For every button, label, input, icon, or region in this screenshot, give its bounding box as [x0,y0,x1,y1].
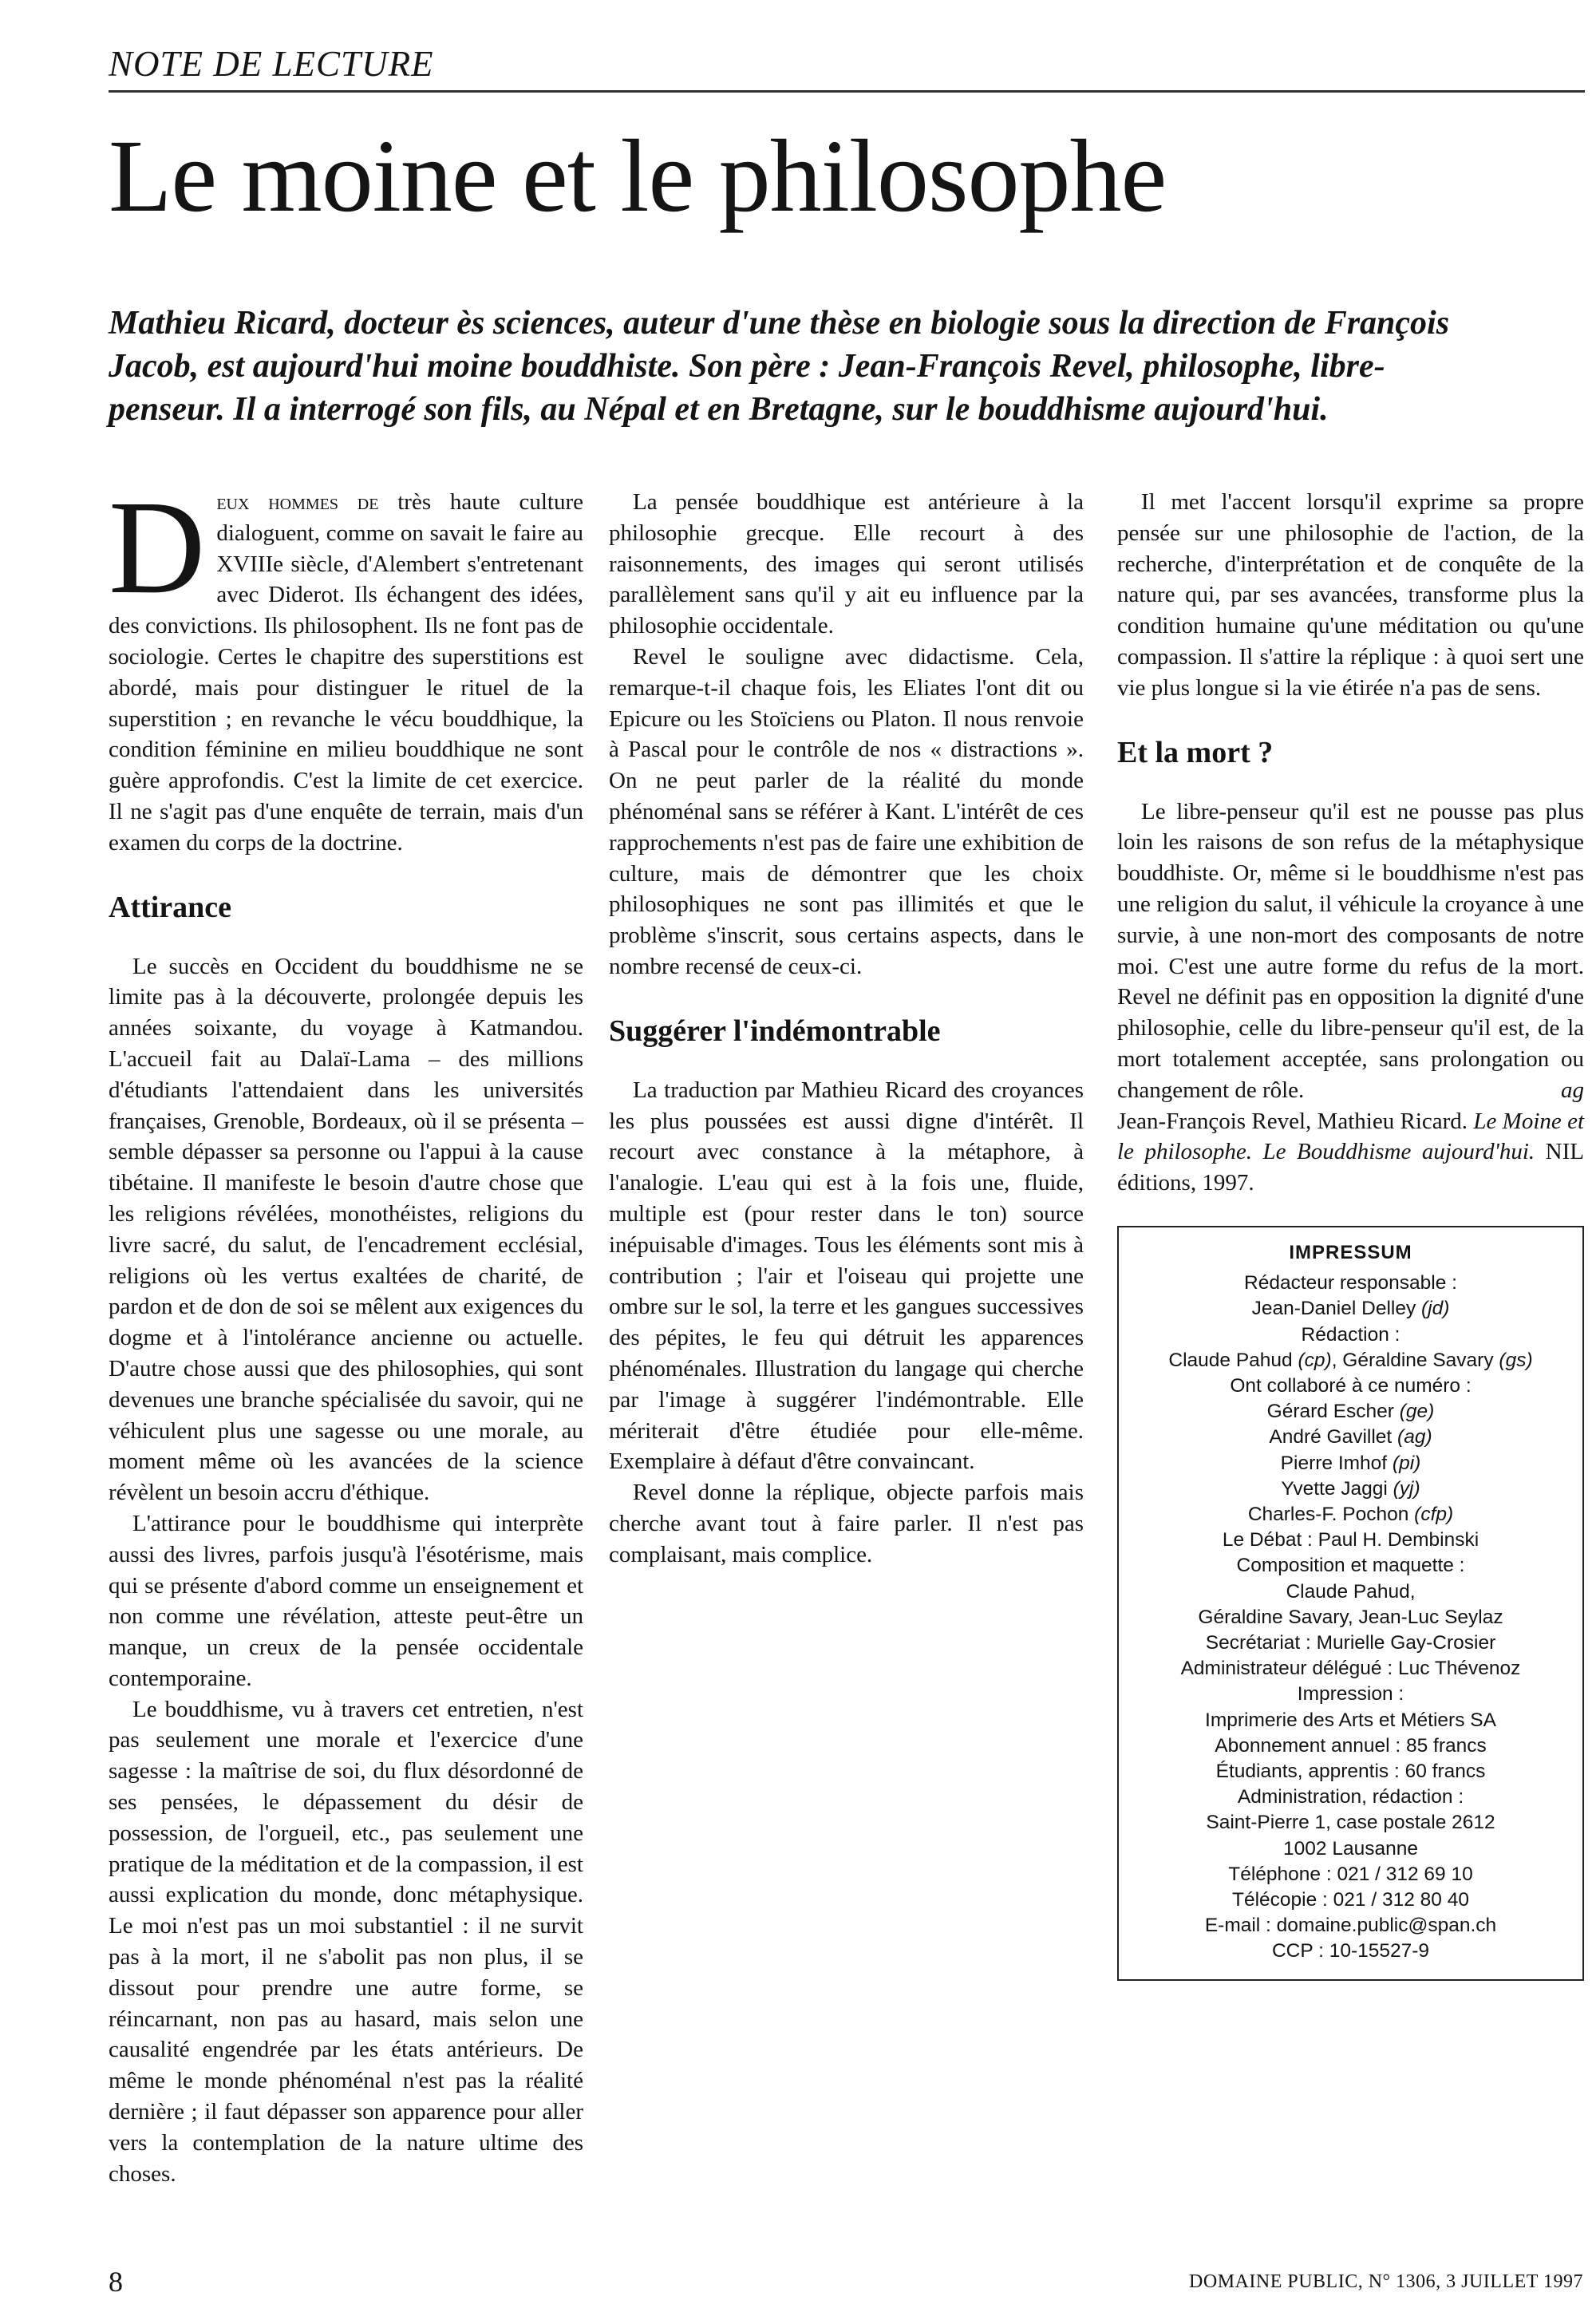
biblio-authors: Jean-François Revel, Mathieu Ricard. [1117,1108,1468,1134]
impressum-line: CCP : 10-15527-9 [1271,1940,1430,1962]
opening-smallcaps: eux hommes de [216,489,379,515]
paragraph: Il met l'accent lorsqu'il exprime sa propre pensée sur une philosophie de l'action, de la recherche, d'interprétation et de conquête de la nature qui, par ses avancées, transforme plus la condition humaine qu'une méditation ou qu'une compassion. Il s'attire la réplique : à quoi sert une vie plus longue si la vie étirée n'a pas de sens. [1117,489,1584,701]
impressum-line: Secrétariat : Murielle Gay-Crosier [1205,1631,1496,1654]
kicker: NOTE DE LECTURE [109,44,434,84]
impressum-line: Pierre Imhof (pi) [1280,1452,1421,1474]
lead-paragraph: Mathieu Ricard, docteur ès sciences, auteur d'une thèse en biologie sous la direction de François Jacob, est aujourd'hui moine bouddhiste. Son père : Jean-François Revel, philosophe, libre-penseur. Il a interrogé son fils, au Népal et en Bretagne, sur le bouddhisme aujourd'hui. [109,305,1450,428]
impressum-line: Le Débat : Paul H. Dembinski [1222,1529,1479,1551]
impressum-line: Jean-Daniel Delley (jd) [1251,1298,1450,1320]
author-signature: ag [1561,1077,1584,1103]
impressum-line: Télécopie : 021 / 312 80 40 [1232,1889,1469,1911]
impressum-line: Impression : [1297,1683,1404,1705]
paragraph: Revel donne la réplique, objecte parfois mais cherche avant tout à faire parler. Il n'est pas complaisant, mais complice. [609,1480,1084,1567]
impressum-box [1117,1226,1584,1981]
top-rule [109,90,1585,93]
paragraph: La traduction par Mathieu Ricard des croyances les plus poussées est aussi digne d'intérêt. Il recourt avec constance à la métaphore, à l'analogie. L'eau qui est à la fois une, fluide, multiple est (pour rester dans le ton) source inépuisable d'images. Tous les éléments sont mis à contribution ; l'air et l'oiseau qui projette une ombre sur le sol, la terre et les gangues successives des pépites, le feu qui détruit les apparences phénoménales. Illustration du langage qui cherche par l'image à suggérer l'indémontrable. Elle mériterait d'être étudiée pour elle-même. Exemplaire à défaut d'être convaincant. [609,1077,1084,1475]
impressum-line: Composition et maquette : [1236,1555,1465,1577]
impressum-line: Rédacteur responsable : [1244,1272,1457,1294]
impressum-line: Étudiants, apprentis : 60 francs [1215,1761,1486,1782]
section-heading-mort: Et la mort ? [1117,735,1274,769]
impressum-line[interactable]: E-mail : domaine.public@span.ch [1204,1915,1497,1937]
section-heading-suggerer: Suggérer l'indémontrable [609,1014,941,1048]
impressum-line: Géraldine Savary, Jean-Luc Seylaz [1198,1606,1503,1628]
impressum-line: Yvette Jaggi (yj) [1281,1477,1420,1500]
impressum-line: Téléphone : 021 / 312 69 10 [1228,1863,1473,1885]
biblio-title: Le Moine et le philosophe. Le Bouddhisme aujourd'hui. [1117,1108,1584,1165]
publication-footer: DOMAINE PUBLIC, N° 1306, 3 JUILLET 1997 [1189,2271,1583,2292]
impressum-line: Saint-Pierre 1, case postale 2612 [1206,1812,1495,1834]
paragraph: Le succès en Occident du bouddhisme ne se limite pas à la découverte, prolongée depuis les années soixante, du voyage à Katmandou. L'accueil fait au Dalaï-Lama – des millions d'étudiants l'attendaient dans les universités françaises, Grenoble, Bordeaux, où il se présenta – semble dépasser sa personne ou l'appui à la cause tibétaine. Il manifeste le besoin d'autre chose que les religions révélées, monothéistes, religions du livre sacré, du salut, de l'encadrement ecclésial, religions où les vertus exaltées de charité, de pardon et de don de soi se mêlent aux exigences du dogme et à l'intolérance ancienne ou actuelle. D'autre chose aussi que des philosophies, qui sont devenues une branche spécialisée du savoir, qui ne véhiculent plus une sagesse ou une morale, au moment même où les avancées de la science révèlent un besoin accru d'éthique. [109,953,583,1506]
opening-text: très haute culture dialoguent, comme on savait le faire au XVIIIe siècle, d'Alembert s'entretenant avec Diderot. Ils échangent des idées, des convictions. Ils philosophent. Ils ne font pas de sociologie. Certes le chapitre des superstitions est abordé, mais pour distinguer le rituel de la superstition ; en revanche le vécu bouddhique, la condition féminine en milieu bouddhique ne sont guère approfondis. C'est la limite de cet exercice. Il ne s'agit pas d'une enquête de terrain, mais d'un examen du corps de la doctrine. [109,489,584,856]
bibliography [1117,1106,1584,1199]
impressum-line: Claude Pahud, [1286,1580,1416,1603]
column-3 [1117,487,1584,1981]
paragraph: Le bouddhisme, vu à travers cet entretien, n'est pas seulement une morale et l'exercice d'une sagesse : la maîtrise de soi, du flux désordonné de ses pensées, le dépassement du désir de possession, de l'orgueil, etc., pas seulement une pratique de la méditation et de la compassion, il est aussi explication du monde, donc métaphysique. Le moi n'est pas un moi substantiel : il ne survit pas à la mort, il ne s'abolit pas non plus, il se dissout pour prendre une autre forme, se réincarnant, non pas au hasard, mais selon une causalité engendrée par les états antérieurs. De même le monde phénoménal n'est pas la réalité dernière ; il faut dépasser son apparence pour aller vers la contemplation de la nature ultime des choses. [109,1696,583,2187]
section-heading-attirance: Attirance [109,890,232,924]
impressum-line: Administration, rédaction : [1237,1786,1464,1808]
impressum-line: Claude Pahud (cp), Géraldine Savary (gs) [1168,1349,1533,1371]
opening-paragraph [109,473,584,859]
column-2 [609,487,1084,1571]
impressum-line: Administrateur délégué : Luc Thévenoz [1180,1658,1521,1680]
impressum-line: Rédaction : [1301,1323,1400,1346]
paragraph: Revel le souligne avec didactisme. Cela, remarque-t-il chaque fois, les Eliates l'ont dit ou Epicure ou les Stoïciens ou Platon. Il nous renvoie à Pascal pour le contrôle de nos « distractions ». On ne peut parler de la réalité du monde phénoménal sans se référer à Kant. L'intérêt de ces rapprochements n'est pas de faire une exhibition de culture, mais de démontrer que les choix philosophiques ne sont pas illimités et que le problème s'inscrit, sous certains aspects, dans le nombre recensé de ceux-ci. [609,643,1084,979]
impressum-line: André Gavillet (ag) [1269,1426,1432,1449]
paragraph: L'attirance pour le bouddhisme qui interprète aussi des livres, parfois jusqu'à l'ésotérisme, mais qui se présente d'abord comme un enseignement et non comme une révélation, atteste peut-être un manque, un creux de la pensée occidentale contemporaine. [109,1510,583,1691]
impressum-title: IMPRESSUM [1289,1241,1412,1263]
column-1 [109,473,584,2187]
biblio-publisher: NIL éditions, 1997. [1117,1139,1584,1196]
paragraph-with-signature [1117,796,1584,1106]
impressum-line: Imprimerie des Arts et Métiers SA [1205,1709,1496,1731]
page-number: 8 [109,2266,123,2298]
impressum-line: Ont collaboré à ce numéro : [1230,1374,1472,1397]
paragraph-text: Le libre-penseur qu'il est ne pousse pas plus loin les raisons de son refus de la métaphysique bouddhiste. Or, même si le bouddhisme n'est pas une religion du salut, il véhicule la croyance à une survie, à une non-mort des composants de notre moi. C'est une autre forme du refus de la mort. Revel ne définit pas en opposition la dignité d'une philosophie, celle du libre-penseur qu'il est, de la mort totalement acceptée, sans prolongation ou changement de rôle. [1117,798,1584,1103]
page-title: Le moine et le philosophe [109,119,1167,234]
impressum-lines [1127,1271,1574,1964]
paragraph: La pensée bouddhique est antérieure à la philosophie grecque. Elle recourt à des raisonnements, des images qui seront utilisés parallèlement sans qu'il y ait eu influence par la philosophie occidentale. [609,489,1084,639]
impressum-line: 1002 Lausanne [1283,1837,1418,1860]
impressum-line: Gérard Escher (ge) [1266,1401,1435,1423]
impressum-line: Abonnement annuel : 85 francs [1215,1734,1487,1757]
impressum-line: Charles-F. Pochon (cfp) [1247,1503,1454,1525]
drop-cap: D [109,473,206,622]
